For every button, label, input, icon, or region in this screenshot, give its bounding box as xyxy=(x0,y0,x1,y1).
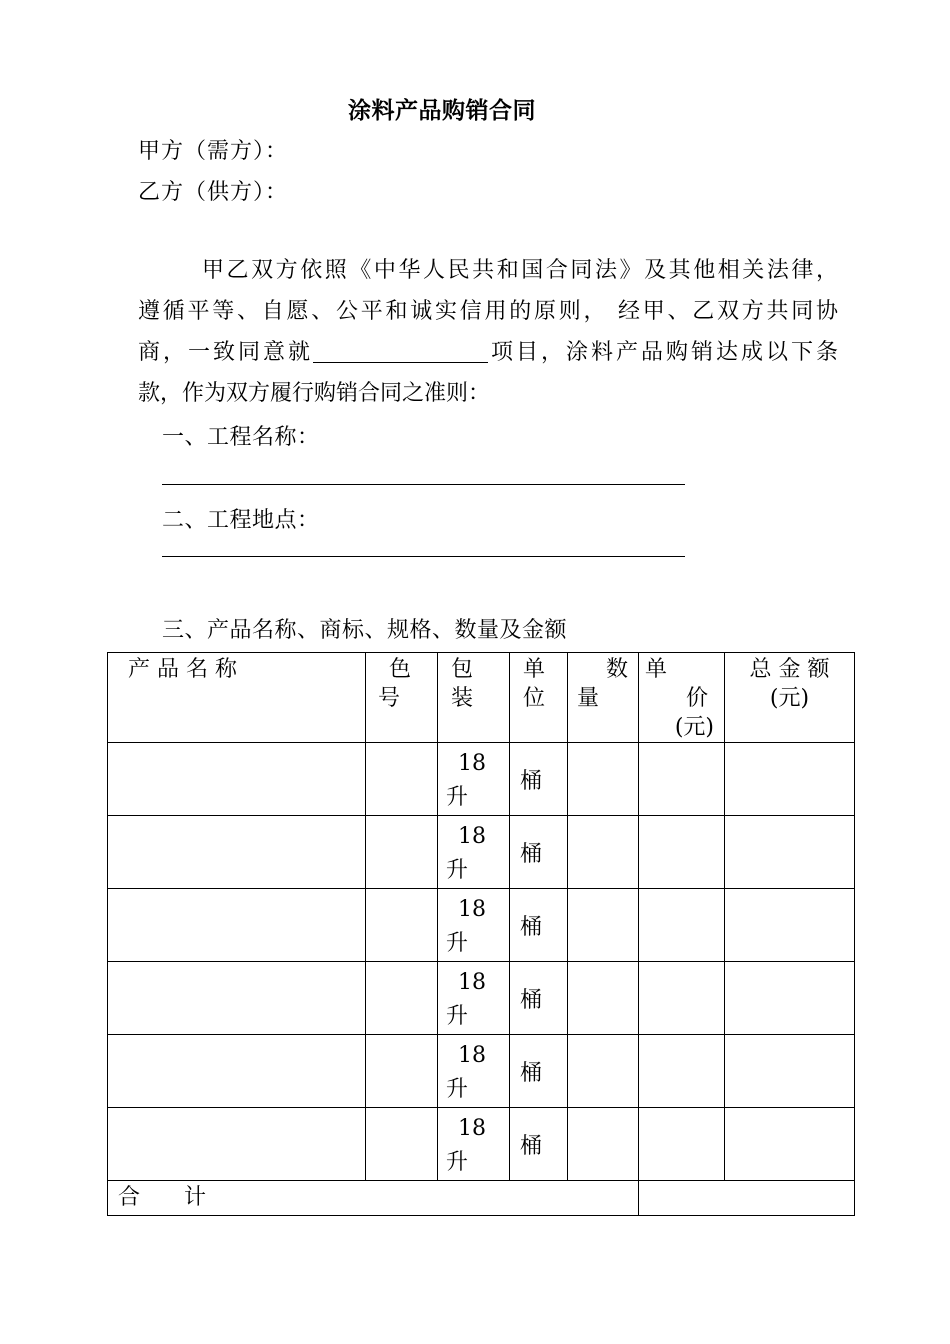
cell-product-name[interactable] xyxy=(108,1108,366,1181)
cell-package: 18 升 xyxy=(438,1108,510,1181)
cell-unit: 桶 xyxy=(510,743,568,816)
cell-color-code[interactable] xyxy=(366,743,438,816)
header-unit: 单 位 xyxy=(510,653,568,743)
header-quantity: 数 量 xyxy=(568,653,639,743)
intro-line-3-after: 项目，涂料产品购销达成以下条 xyxy=(488,340,838,365)
header-color-code: 色 号 xyxy=(366,653,438,743)
cell-package: 18 升 xyxy=(438,816,510,889)
cell-unit-price[interactable] xyxy=(639,743,725,816)
cell-total-amount[interactable] xyxy=(725,1035,855,1108)
cell-color-code[interactable] xyxy=(366,1108,438,1181)
section-products: 三、产品名称、商标、规格、数量及金额 xyxy=(162,618,568,643)
table-row xyxy=(108,889,855,962)
cell-total-amount[interactable] xyxy=(725,962,855,1035)
project-name-field[interactable] xyxy=(162,484,685,485)
cell-unit: 桶 xyxy=(510,1035,568,1108)
cell-quantity[interactable] xyxy=(568,1108,639,1181)
cell-unit: 桶 xyxy=(510,1108,568,1181)
party-b-label: 乙方（供方）： xyxy=(138,180,289,205)
cell-total-amount[interactable] xyxy=(725,743,855,816)
cell-total-amount[interactable] xyxy=(725,816,855,889)
total-value-cell[interactable] xyxy=(639,1181,855,1216)
header-product-name: 产 品 名 称 xyxy=(108,653,366,743)
cell-color-code[interactable] xyxy=(366,1035,438,1108)
cell-quantity[interactable] xyxy=(568,1035,639,1108)
party-a-label: 甲方（需方）： xyxy=(138,139,289,164)
intro-line-3 xyxy=(138,332,838,373)
cell-product-name[interactable] xyxy=(108,816,366,889)
table-row xyxy=(108,1108,855,1181)
cell-total-amount[interactable] xyxy=(725,889,855,962)
intro-paragraph xyxy=(138,250,838,414)
cell-color-code[interactable] xyxy=(366,816,438,889)
table-row xyxy=(108,816,855,889)
cell-product-name[interactable] xyxy=(108,962,366,1035)
project-location-field[interactable] xyxy=(162,556,685,557)
intro-line-2: 遵循平等、自愿、公平和诚实信用的原则， 经甲、乙双方共同协 xyxy=(138,299,838,324)
cell-unit: 桶 xyxy=(510,962,568,1035)
cell-quantity[interactable] xyxy=(568,962,639,1035)
cell-unit-price[interactable] xyxy=(639,1108,725,1181)
project-name-blank[interactable] xyxy=(313,338,488,363)
cell-package: 18 升 xyxy=(438,962,510,1035)
cell-color-code[interactable] xyxy=(366,889,438,962)
cell-unit-price[interactable] xyxy=(639,1035,725,1108)
cell-color-code[interactable] xyxy=(366,962,438,1035)
cell-total-amount[interactable] xyxy=(725,1108,855,1181)
cell-product-name[interactable] xyxy=(108,1035,366,1108)
cell-quantity[interactable] xyxy=(568,816,639,889)
cell-package: 18 升 xyxy=(438,743,510,816)
cell-product-name[interactable] xyxy=(108,743,366,816)
document-title: 涂料产品购销合同 xyxy=(348,97,536,124)
table-row xyxy=(108,743,855,816)
cell-package: 18 升 xyxy=(438,1035,510,1108)
cell-product-name[interactable] xyxy=(108,889,366,962)
cell-unit: 桶 xyxy=(510,816,568,889)
intro-line-4: 款，作为双方履行购销合同之准则： xyxy=(138,381,491,406)
cell-quantity[interactable] xyxy=(568,743,639,816)
section-project-name: 一、工程名称： xyxy=(162,425,320,450)
header-total-amount: 总 金 额 (元) xyxy=(725,653,855,743)
table-row xyxy=(108,1035,855,1108)
cell-unit-price[interactable] xyxy=(639,962,725,1035)
section-project-location: 二、工程地点： xyxy=(162,508,320,533)
table-total-row xyxy=(108,1181,855,1216)
table-header-row xyxy=(108,653,855,743)
cell-package: 18 升 xyxy=(438,889,510,962)
intro-line-1: 甲乙双方依照《中华人民共和国合同法》及其他相关法律， xyxy=(202,258,838,283)
header-package: 包 装 xyxy=(438,653,510,743)
header-unit-price: 单 价 (元) xyxy=(639,653,725,743)
cell-unit-price[interactable] xyxy=(639,889,725,962)
cell-unit-price[interactable] xyxy=(639,816,725,889)
total-label-cell: 合 计 xyxy=(108,1181,639,1216)
cell-unit: 桶 xyxy=(510,889,568,962)
products-table xyxy=(107,652,855,1216)
cell-quantity[interactable] xyxy=(568,889,639,962)
table-row xyxy=(108,962,855,1035)
intro-line-3-before: 商，一致同意就 xyxy=(138,340,313,365)
